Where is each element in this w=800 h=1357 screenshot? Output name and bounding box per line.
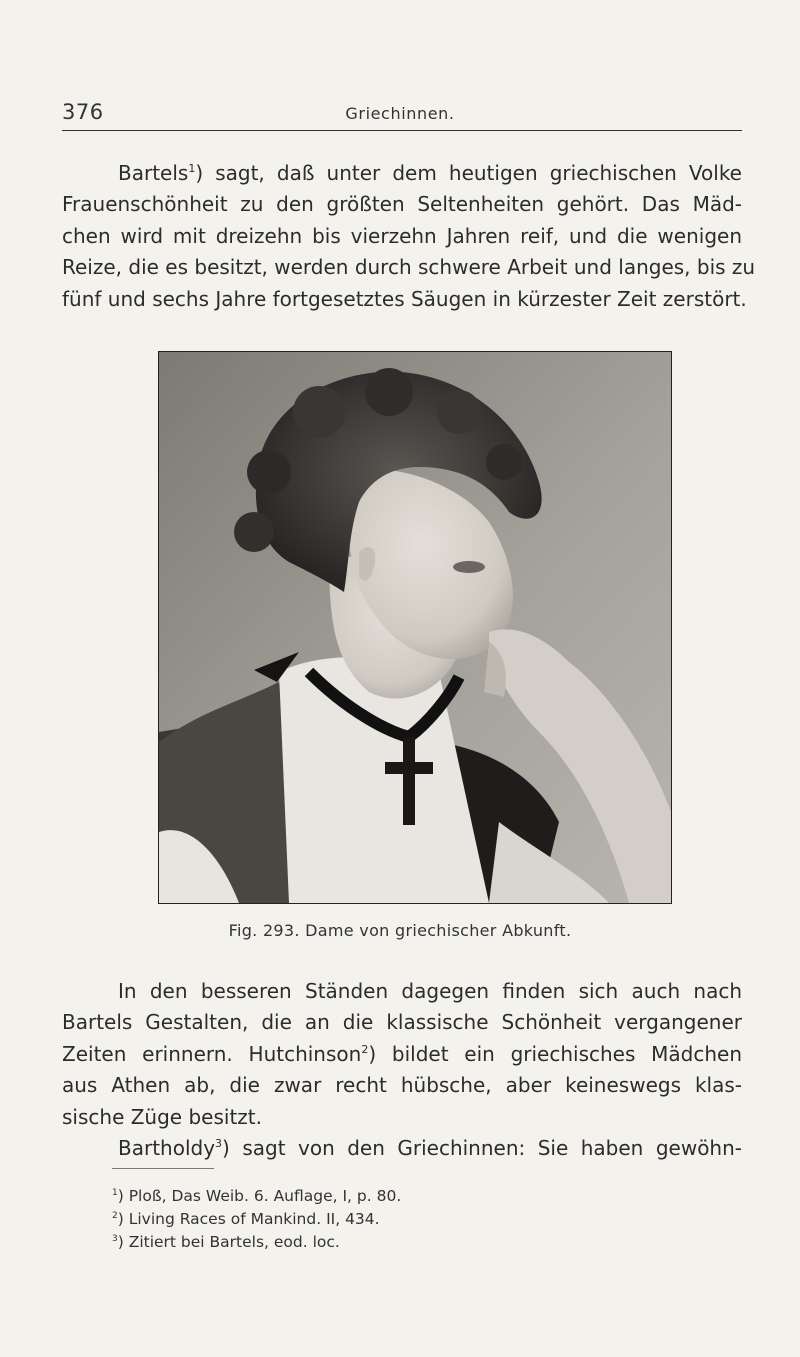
- footnote-1: $^1$) Ploß, Das Weib. 6. Auflage, I, p. 80.: [112, 1187, 402, 1205]
- footnote-rule: [112, 1168, 214, 1169]
- paragraph-line: chen wird mit dreizehn bis vierzehn Jahren reif, und die wenigen: [62, 223, 742, 248]
- paragraph-line: In den besseren Ständen dagegen finden sich auch nach: [118, 979, 742, 1003]
- paragraph-2: [62, 976, 742, 1164]
- paragraph-line: Bartels Gestalten, die an die klassische Schönheit vergangener: [62, 1010, 742, 1035]
- paragraph-line: Zeiten erinnern. Hutchinson$^2$) bildet ein griechisches Mädchen: [62, 1041, 742, 1066]
- figure-caption: Fig. 293. Dame von griechischer Abkunft.: [228, 921, 572, 940]
- footnote-ref-3[interactable]: 3: [215, 1137, 223, 1151]
- footnote-ref-1[interactable]: 1: [188, 162, 196, 175]
- footnotes: [112, 1185, 712, 1254]
- page-number: 376: [62, 100, 104, 124]
- paragraph-line: Bartholdy$^3$) sagt von den Griechinnen: Sie haben gewöhn-: [118, 1136, 742, 1161]
- paragraph-line: aus Athen ab, die zwar recht hübsche, aber keineswegs klas-: [62, 1073, 742, 1098]
- footnote-2: $^2$) Living Races of Mankind. II, 434.: [112, 1210, 380, 1228]
- footnote-ref-2[interactable]: 2: [361, 1042, 369, 1056]
- paragraph-line: sische Züge besitzt.: [62, 1104, 262, 1129]
- paragraph-1: [62, 158, 756, 315]
- portrait-photograph: [158, 351, 672, 904]
- paragraph-line: Bartels$^1$) sagt, daß unter dem heutigen griechischen Volke: [118, 161, 742, 185]
- header-rule: [62, 130, 742, 131]
- running-head: Griechinnen.: [345, 104, 455, 123]
- paragraph-line: Reize, die es besitzt, werden durch schwere Arbeit und langes, bis zu: [62, 255, 756, 280]
- footnote-3: $^3$) Zitiert bei Bartels, eod. loc.: [112, 1233, 340, 1251]
- paragraph-line: fünf und sechs Jahre fortgesetztes Säugen in kürzester Zeit zerstört.: [62, 286, 747, 311]
- paragraph-line: Frauenschönheit zu den größten Seltenheiten gehört. Das Mäd-: [62, 192, 742, 217]
